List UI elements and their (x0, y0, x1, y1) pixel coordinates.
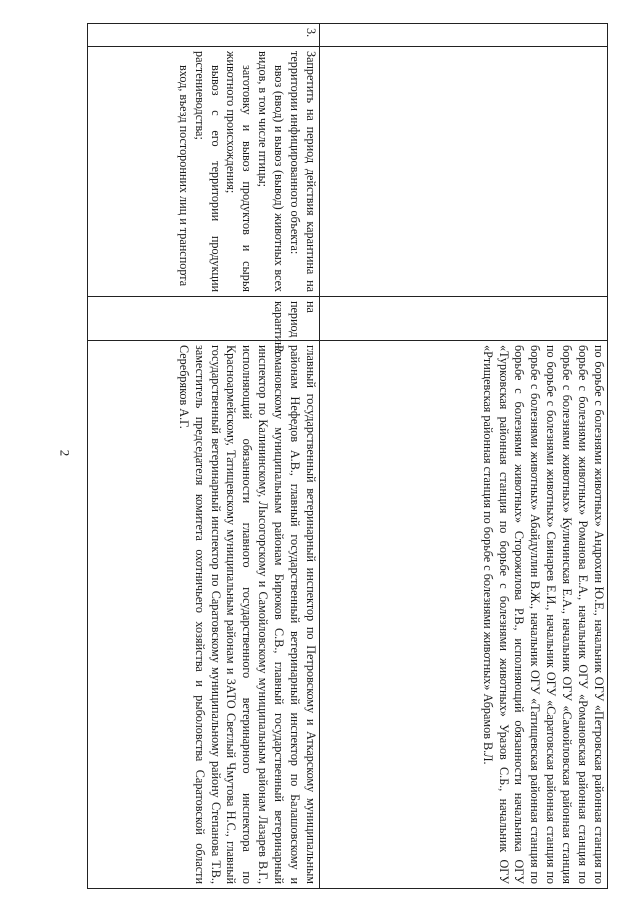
measure-item: вывоз с его территории продукции растениеводства; (192, 51, 223, 292)
row-number-cell (320, 24, 608, 47)
measure-cell (88, 47, 320, 297)
measures-table (87, 23, 608, 889)
row-number-cell: 3. (88, 24, 320, 47)
measure-intro: Запретить на период действия карантина на территории инфицированного объекта: (288, 51, 318, 292)
document-page (88, 23, 608, 888)
responsible-cell: по борьбе с болезнями животных» Андрохин Ю.Е., начальник ОГУ «Петровская районная станция по борьбе с болезнями животных» Романова Е.А., начальник ОГУ «Романовская районная станция по борьбе с болезнями животных» Куличинская Е.А., начальник ОГУ «Самойловская районная станция по борьбе с болезнями животных» Свинарев Е.И., начальник ОГУ «Саратовская районная станция по борьбе с болезнями животных» Абайдуллин В.Ж., начальник ОГУ «Татищевская районная станция по борьбе с болезнями животных» Сторожилова Р.В., исполняющий обязанности начальника ОГУ «Турковская районная станция по борьбе с болезнями животных» Уразов С.Б., начальник ОГУ «Ртищевская районная станция по борьбе с болезнями животных» Абрамов В.Л. (320, 341, 608, 889)
measure-cell (320, 47, 608, 297)
term-cell: на период карантина (88, 297, 320, 341)
measure-item: вход, въезд посторонних лиц и транспорта (176, 65, 191, 287)
table-row (88, 24, 320, 889)
term-cell (320, 297, 608, 341)
table-row (320, 24, 608, 889)
page-number: 2 (57, 449, 73, 457)
document-sheet (88, 23, 608, 888)
measure-item: ввоз (ввод) и вывоз (вывод) животных всех видов, в том числе птицы; (256, 51, 287, 292)
responsible-cell: главный государственный ветеринарный инспектор по Петровскому и Аткарскому муниципальным районам Нефедов А.В., главный государственный ветеринарный инспектор по Балашовскому и Романовскому муниципальным районам Бирюков С.В., главный государственный ветеринарный инспектор по Калининскому, Лысогорскому и Самойловскому муниципальным районам Лазарев В.Г., исполняющий обязанности главного государственного ветеринарного инспектора по Красноармейскому, Татищевскому муниципальным районам и ЗАТО Светлый Чмутова Н.С., главный государственный ветеринарный инспектор по Саратовскому муниципальному району Степанова Т.В., заместитель председателя комитета охотничьего хозяйства и рыболовства Саратовской области Серебряков А.Г. (88, 341, 320, 889)
measure-item: заготовку и вывоз продуктов и сырья животного происхождения; (224, 51, 255, 292)
